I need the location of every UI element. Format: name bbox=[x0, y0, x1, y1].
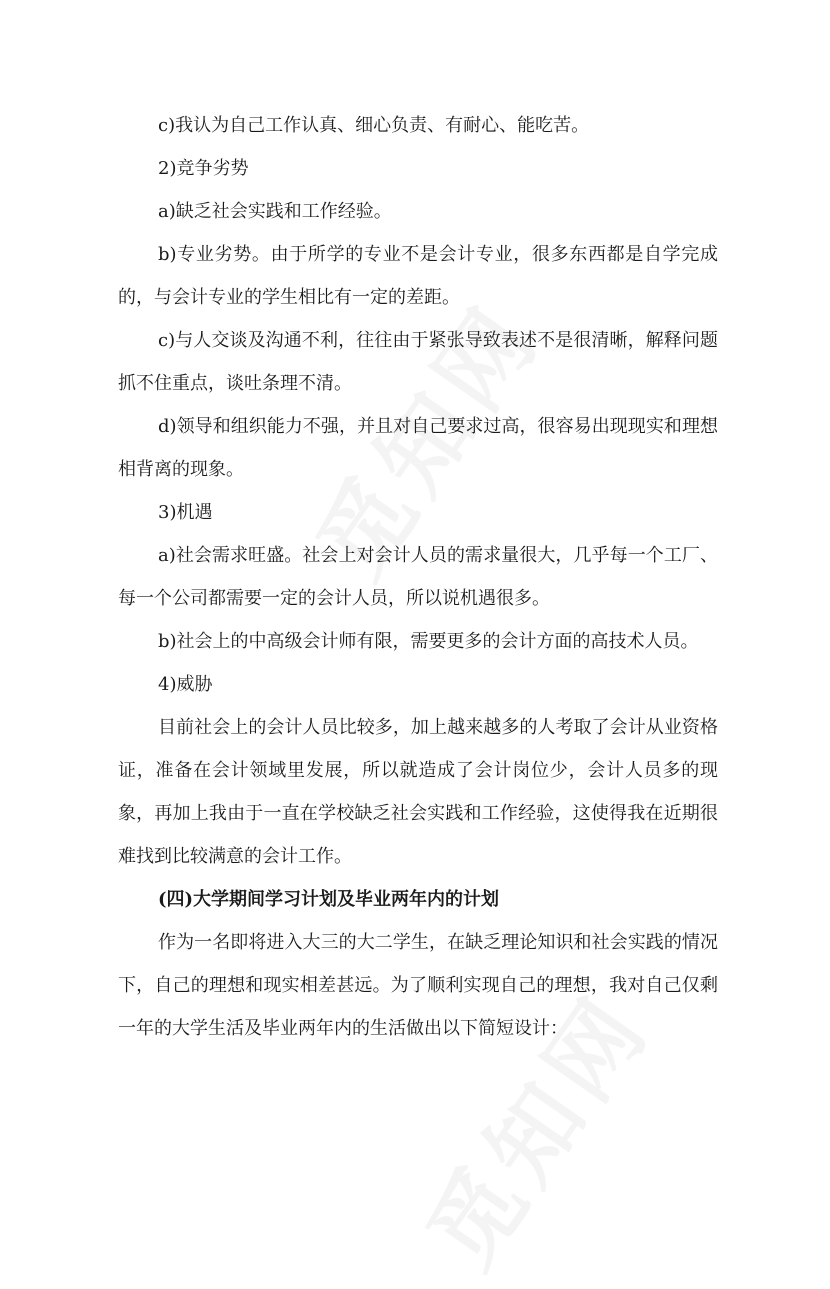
paragraph-opportunity-a: a)社会需求旺盛。社会上对会计人员的需求量很大，几乎每一个工厂、每一个公司都需要一定的会计人员，所以说机遇很多。 bbox=[118, 545, 718, 609]
paragraph-weakness-c: c)与人交谈及沟通不利，往往由于紧张导致表述不是很清晰，解释问题抓不住重点，谈吐条理不清。 bbox=[118, 330, 718, 394]
heading-threat: 4)威胁 bbox=[158, 674, 213, 695]
paragraph-threat: 目前社会上的会计人员比较多，加上越来越多的人考取了会计从业资格证，准备在会计领域里发展，所以就造成了会计岗位少，会计人员多的现象，再加上我由于一直在学校缺乏社会实践和工作经验，这使得我在近期很难找到比较满意的会计工作。 bbox=[118, 717, 718, 867]
paragraph-weakness-a: a)缺乏社会实践和工作经验。 bbox=[158, 201, 392, 222]
heading-weakness: 2)竞争劣势 bbox=[158, 158, 249, 179]
paragraph-opportunity-b: b)社会上的中高级会计师有限，需要更多的会计方面的高技术人员。 bbox=[158, 631, 699, 652]
paragraph-weakness-d: d)领导和组织能力不强，并且对自己要求过高，很容易出现现实和理想相背离的现象。 bbox=[118, 416, 718, 480]
document-body bbox=[118, 104, 718, 1050]
paragraph-strength-c: c)我认为自己工作认真、细心负责、有耐心、能吃苦。 bbox=[158, 115, 590, 136]
paragraph-weakness-b: b)专业劣势。由于所学的专业不是会计专业，很多东西都是自学完成的，与会计专业的学生相比有一定的差距。 bbox=[118, 244, 718, 308]
section-heading-plan: (四)大学期间学习计划及毕业两年内的计划 bbox=[158, 889, 500, 910]
heading-opportunity: 3)机遇 bbox=[158, 502, 213, 523]
paragraph-plan-intro: 作为一名即将进入大三的大二学生，在缺乏理论知识和社会实践的情况下，自己的理想和现实相差甚远。为了顺利实现自己的理想，我对自己仅剩一年的大学生活及毕业两年内的生活做出以下简短设计： bbox=[118, 932, 718, 1039]
